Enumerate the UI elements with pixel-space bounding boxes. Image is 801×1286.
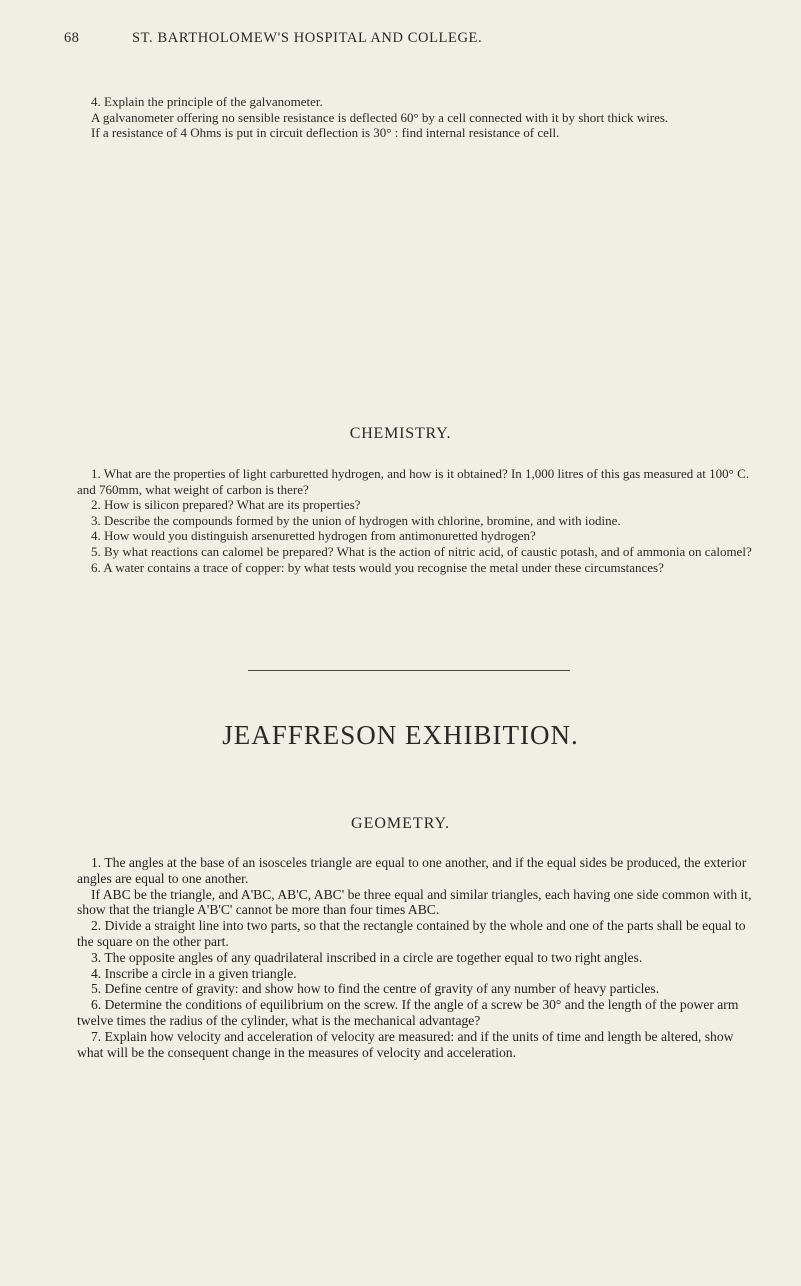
physics-question: 4. Explain the principle of the galvanometer. — [91, 94, 323, 109]
geometry-heading: GEOMETRY. — [351, 815, 450, 832]
geometry-questions — [77, 855, 763, 1060]
section-divider — [248, 670, 570, 671]
chemistry-question: 3. Describe the compounds formed by the union of hydrogen with chlorine, bromine, and with iodine. — [91, 512, 621, 528]
chemistry-question: 1. What are the properties of light carburetted hydrogen, and how is it obtained? In 1,000 litres of this gas measured at 100° C. and 760mm, what weight of carbon is there? — [77, 466, 750, 497]
geometry-question: 3. The opposite angles of any quadrilateral inscribed in a circle are together equal to two right angles. — [91, 949, 643, 965]
chemistry-question: 2. How is silicon prepared? What are its properties? — [91, 497, 361, 513]
geometry-question: 4. Inscribe a circle in a given triangle. — [91, 965, 297, 981]
chemistry-question: 5. By what reactions can calomel be prepared? What is the action of nitric acid, of caustic potash, and of ammonia on calomel? — [91, 543, 752, 559]
chemistry-question: 4. How would you distinguish arsenuretted hydrogen from antimonuretted hydrogen? — [91, 528, 536, 544]
chemistry-heading: CHEMISTRY. — [349, 425, 452, 442]
geometry-question: 5. Define centre of gravity: and show how to find the centre of gravity of any number of heavy particles. — [91, 981, 660, 997]
geometry-question: 2. Divide a straight line into two parts, so that the rectangle contained by the whole and one of the parts shall be equal to the square on the other part. — [77, 918, 746, 949]
geometry-question: 7. Explain how velocity and acceleration of velocity are measured: and if the units of time and length be altered, show what will be the consequent change in the measures of velocity and acceleration. — [77, 1028, 734, 1060]
geometry-question: If ABC be the triangle, and A'BC, AB'C, ABC' be three equal and similar triangles, each having one side common with it, show that the triangle A'B'C' cannot be more than four times ABC. — [77, 886, 752, 918]
chemistry-questions — [77, 466, 763, 575]
physics-questions-continued — [77, 94, 763, 141]
running-title: ST. BARTHOLOMEW'S HOSPITAL AND COLLEGE. — [132, 30, 483, 46]
page-number: 68 — [64, 30, 80, 46]
physics-question: A galvanometer offering no sensible resistance is deflected 60° by a cell connected with it by short thick wires. — [91, 109, 669, 125]
exhibition-heading: JEAFFRESON EXHIBITION. — [222, 720, 579, 750]
geometry-question: 1. The angles at the base of an isosceles triangle are equal to one another, and if the equal sides be produced, the exterior angles are equal to one another. — [77, 855, 747, 886]
physics-question: If a resistance of 4 Ohms is put in circuit deflection is 30° : find internal resistance of cell. — [91, 125, 560, 141]
geometry-question: 6. Determine the conditions of equilibrium on the screw. If the angle of a screw be 30° and the length of the power arm twelve times the radius of the cylinder, what is the mechanical advantage? — [77, 997, 739, 1028]
chemistry-question: 6. A water contains a trace of copper: by what tests would you recognise the metal under these circumstances? — [91, 559, 664, 575]
